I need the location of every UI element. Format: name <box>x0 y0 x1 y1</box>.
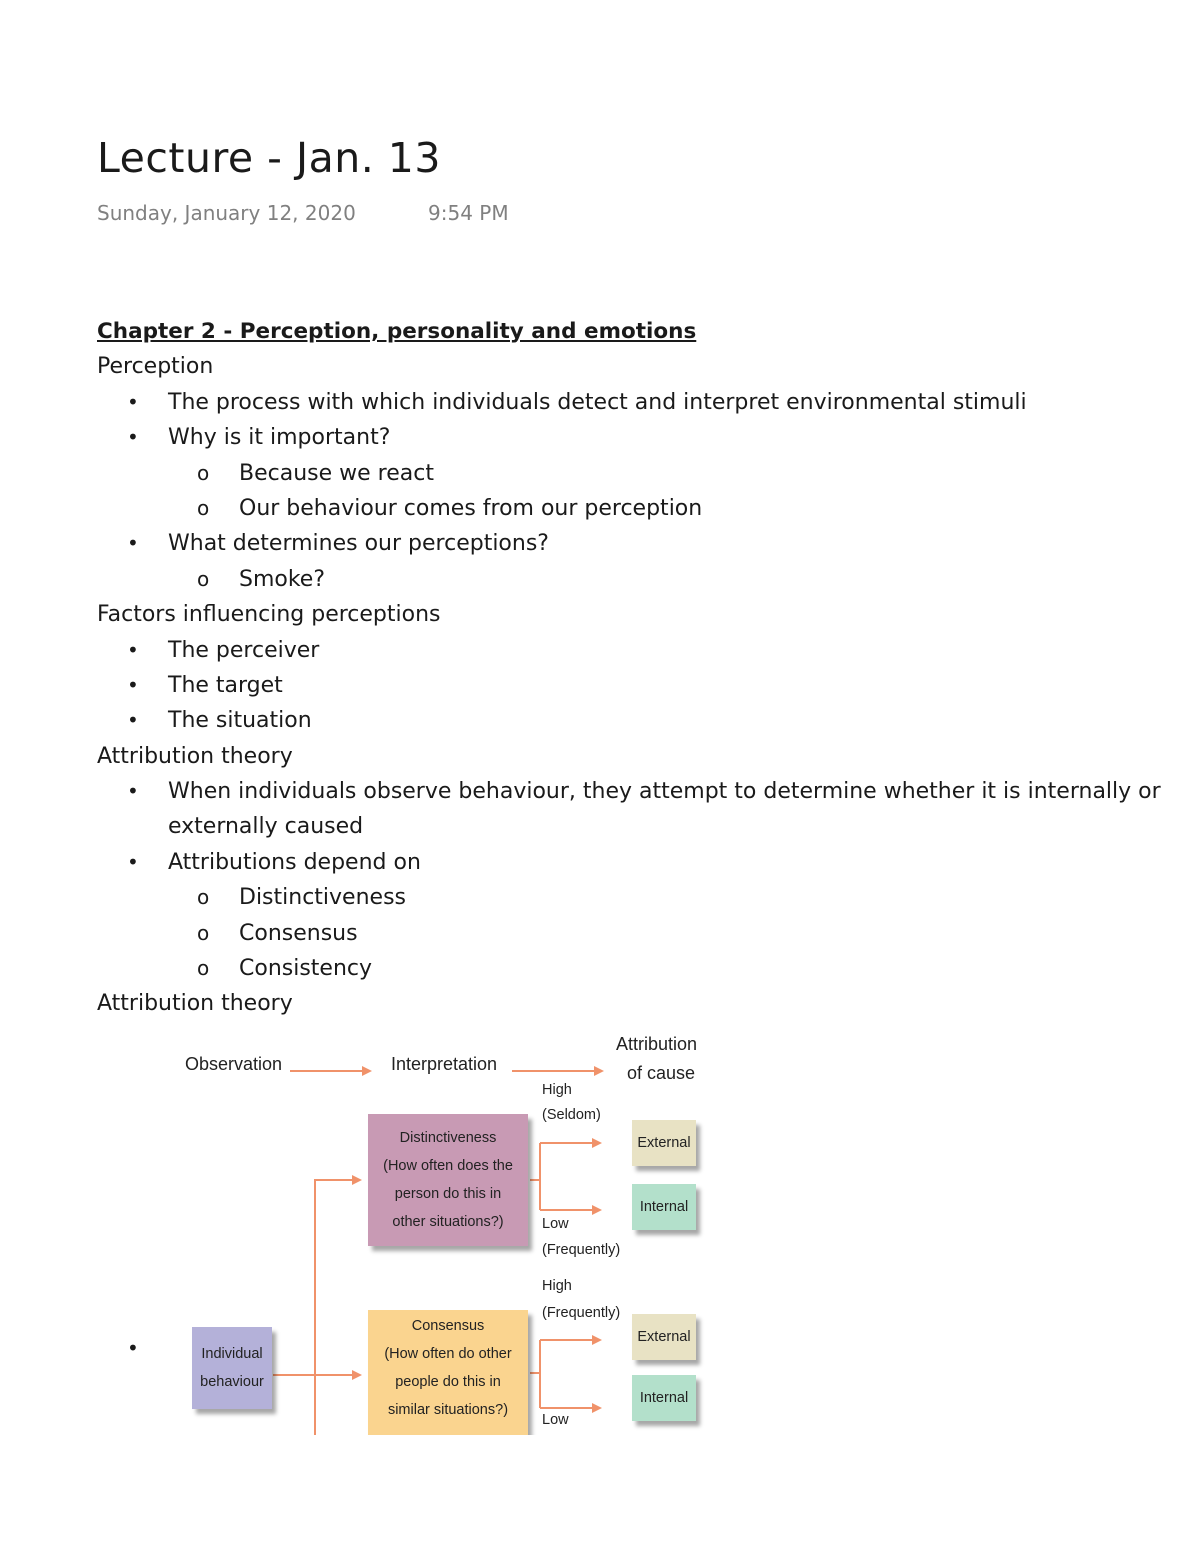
sub-list-item <box>97 562 1200 597</box>
list-item <box>97 668 1200 703</box>
list-item-text: What determines our perceptions? <box>168 531 549 557</box>
list-item <box>97 703 1200 738</box>
list-item-continuation: externally caused <box>168 814 364 840</box>
list-item-text: Consensus <box>239 920 358 946</box>
attribution-cause-label: of cause <box>627 1063 696 1083</box>
bullet-marker: • <box>127 708 139 733</box>
box-text: people do this in <box>395 1374 501 1390</box>
list-item-text: Why is it important? <box>168 425 391 451</box>
observation-label: Observation <box>185 1054 283 1074</box>
internal-box: Internal <box>632 1375 696 1421</box>
sub-list-item <box>97 916 1200 951</box>
list-item-text: The process with which individuals detect and interpret environmental stimuli <box>168 389 1027 415</box>
sub-marker: o <box>197 885 210 910</box>
notes-body <box>97 314 1200 1022</box>
list-item <box>97 420 1200 455</box>
box-text: other situations?) <box>392 1214 504 1230</box>
bullet-marker: • <box>127 389 139 414</box>
section-title: Attribution theory <box>97 743 293 769</box>
bullet-marker: • <box>127 637 139 662</box>
high-label: High <box>542 1082 572 1098</box>
box-text: Individual <box>201 1346 263 1362</box>
bullet-marker: • <box>127 672 139 697</box>
external-box: External <box>632 1120 696 1166</box>
bullet-marker: • <box>127 531 139 556</box>
note-date: Sunday, January 12, 2020 <box>97 201 356 225</box>
sub-list-item <box>97 456 1200 491</box>
list-item-text: Because we react <box>239 460 434 486</box>
trunk-connector <box>273 1180 360 1375</box>
page-title: Lecture - Jan. 13 <box>97 134 441 182</box>
sub-list-item <box>97 880 1200 915</box>
sub-marker: o <box>197 956 210 981</box>
bullet-marker: • <box>127 779 139 804</box>
list-item-text: Attributions depend on <box>168 849 421 875</box>
box-text: (How often does the <box>383 1158 513 1174</box>
list-item <box>97 526 1200 561</box>
list-item-text: The target <box>168 672 283 698</box>
sub-marker: o <box>197 566 210 591</box>
box-text: behaviour <box>200 1374 264 1390</box>
sub-list-item <box>97 951 1200 986</box>
section-title: Factors influencing perceptions <box>97 602 441 628</box>
list-item <box>97 633 1200 668</box>
interpretation-label: Interpretation <box>391 1054 498 1074</box>
list-item-text: Consistency <box>239 956 373 982</box>
sub-list-item <box>97 491 1200 526</box>
external-box: External <box>632 1314 696 1360</box>
list-item <box>97 385 1200 420</box>
box-text: person do this in <box>394 1186 502 1202</box>
consensus-box <box>368 1310 528 1435</box>
bullet-marker: • <box>127 849 139 874</box>
note-time: 9:54 PM <box>428 201 509 225</box>
list-item-text: Our behaviour comes from our perception <box>239 495 703 521</box>
section-title: Perception <box>97 354 214 380</box>
list-item-text: The situation <box>168 708 312 734</box>
high-label-detail: (Seldom) <box>542 1107 601 1123</box>
list-item-text: Smoke? <box>239 566 326 592</box>
low-label: Low <box>542 1216 569 1232</box>
section-title: Attribution theory <box>97 991 293 1017</box>
high-label-detail: (Frequently) <box>542 1305 621 1321</box>
sub-marker: o <box>197 495 210 520</box>
sub-marker: o <box>197 920 210 945</box>
high-label: High <box>542 1278 572 1294</box>
box-text: similar situations?) <box>387 1402 509 1418</box>
attribution-diagram <box>170 1025 730 1435</box>
low-label: Low <box>542 1412 569 1428</box>
individual-behaviour-box <box>192 1327 272 1409</box>
chapter-heading: Chapter 2 - Perception, personality and emotions <box>97 319 697 344</box>
list-item <box>97 845 1200 880</box>
list-item-text: Distinctiveness <box>239 885 406 911</box>
list-item <box>97 774 1200 809</box>
distinctiveness-box <box>368 1114 528 1246</box>
list-item-text: When individuals observe behaviour, they attempt to determine whether it is internally or <box>168 779 1161 805</box>
box-text: (How often do other <box>384 1346 512 1362</box>
sub-marker: o <box>197 460 210 485</box>
box-text: Distinctiveness <box>399 1130 497 1146</box>
box-text: Consensus <box>411 1318 485 1334</box>
bullet-marker: • <box>127 425 139 450</box>
attribution-cause-label: Attribution <box>616 1034 698 1054</box>
low-label-detail: (Frequently) <box>542 1242 621 1258</box>
list-item-text: The perceiver <box>168 637 320 663</box>
diagram-bullet-marker: • <box>127 1336 139 1360</box>
internal-box: Internal <box>632 1184 696 1230</box>
